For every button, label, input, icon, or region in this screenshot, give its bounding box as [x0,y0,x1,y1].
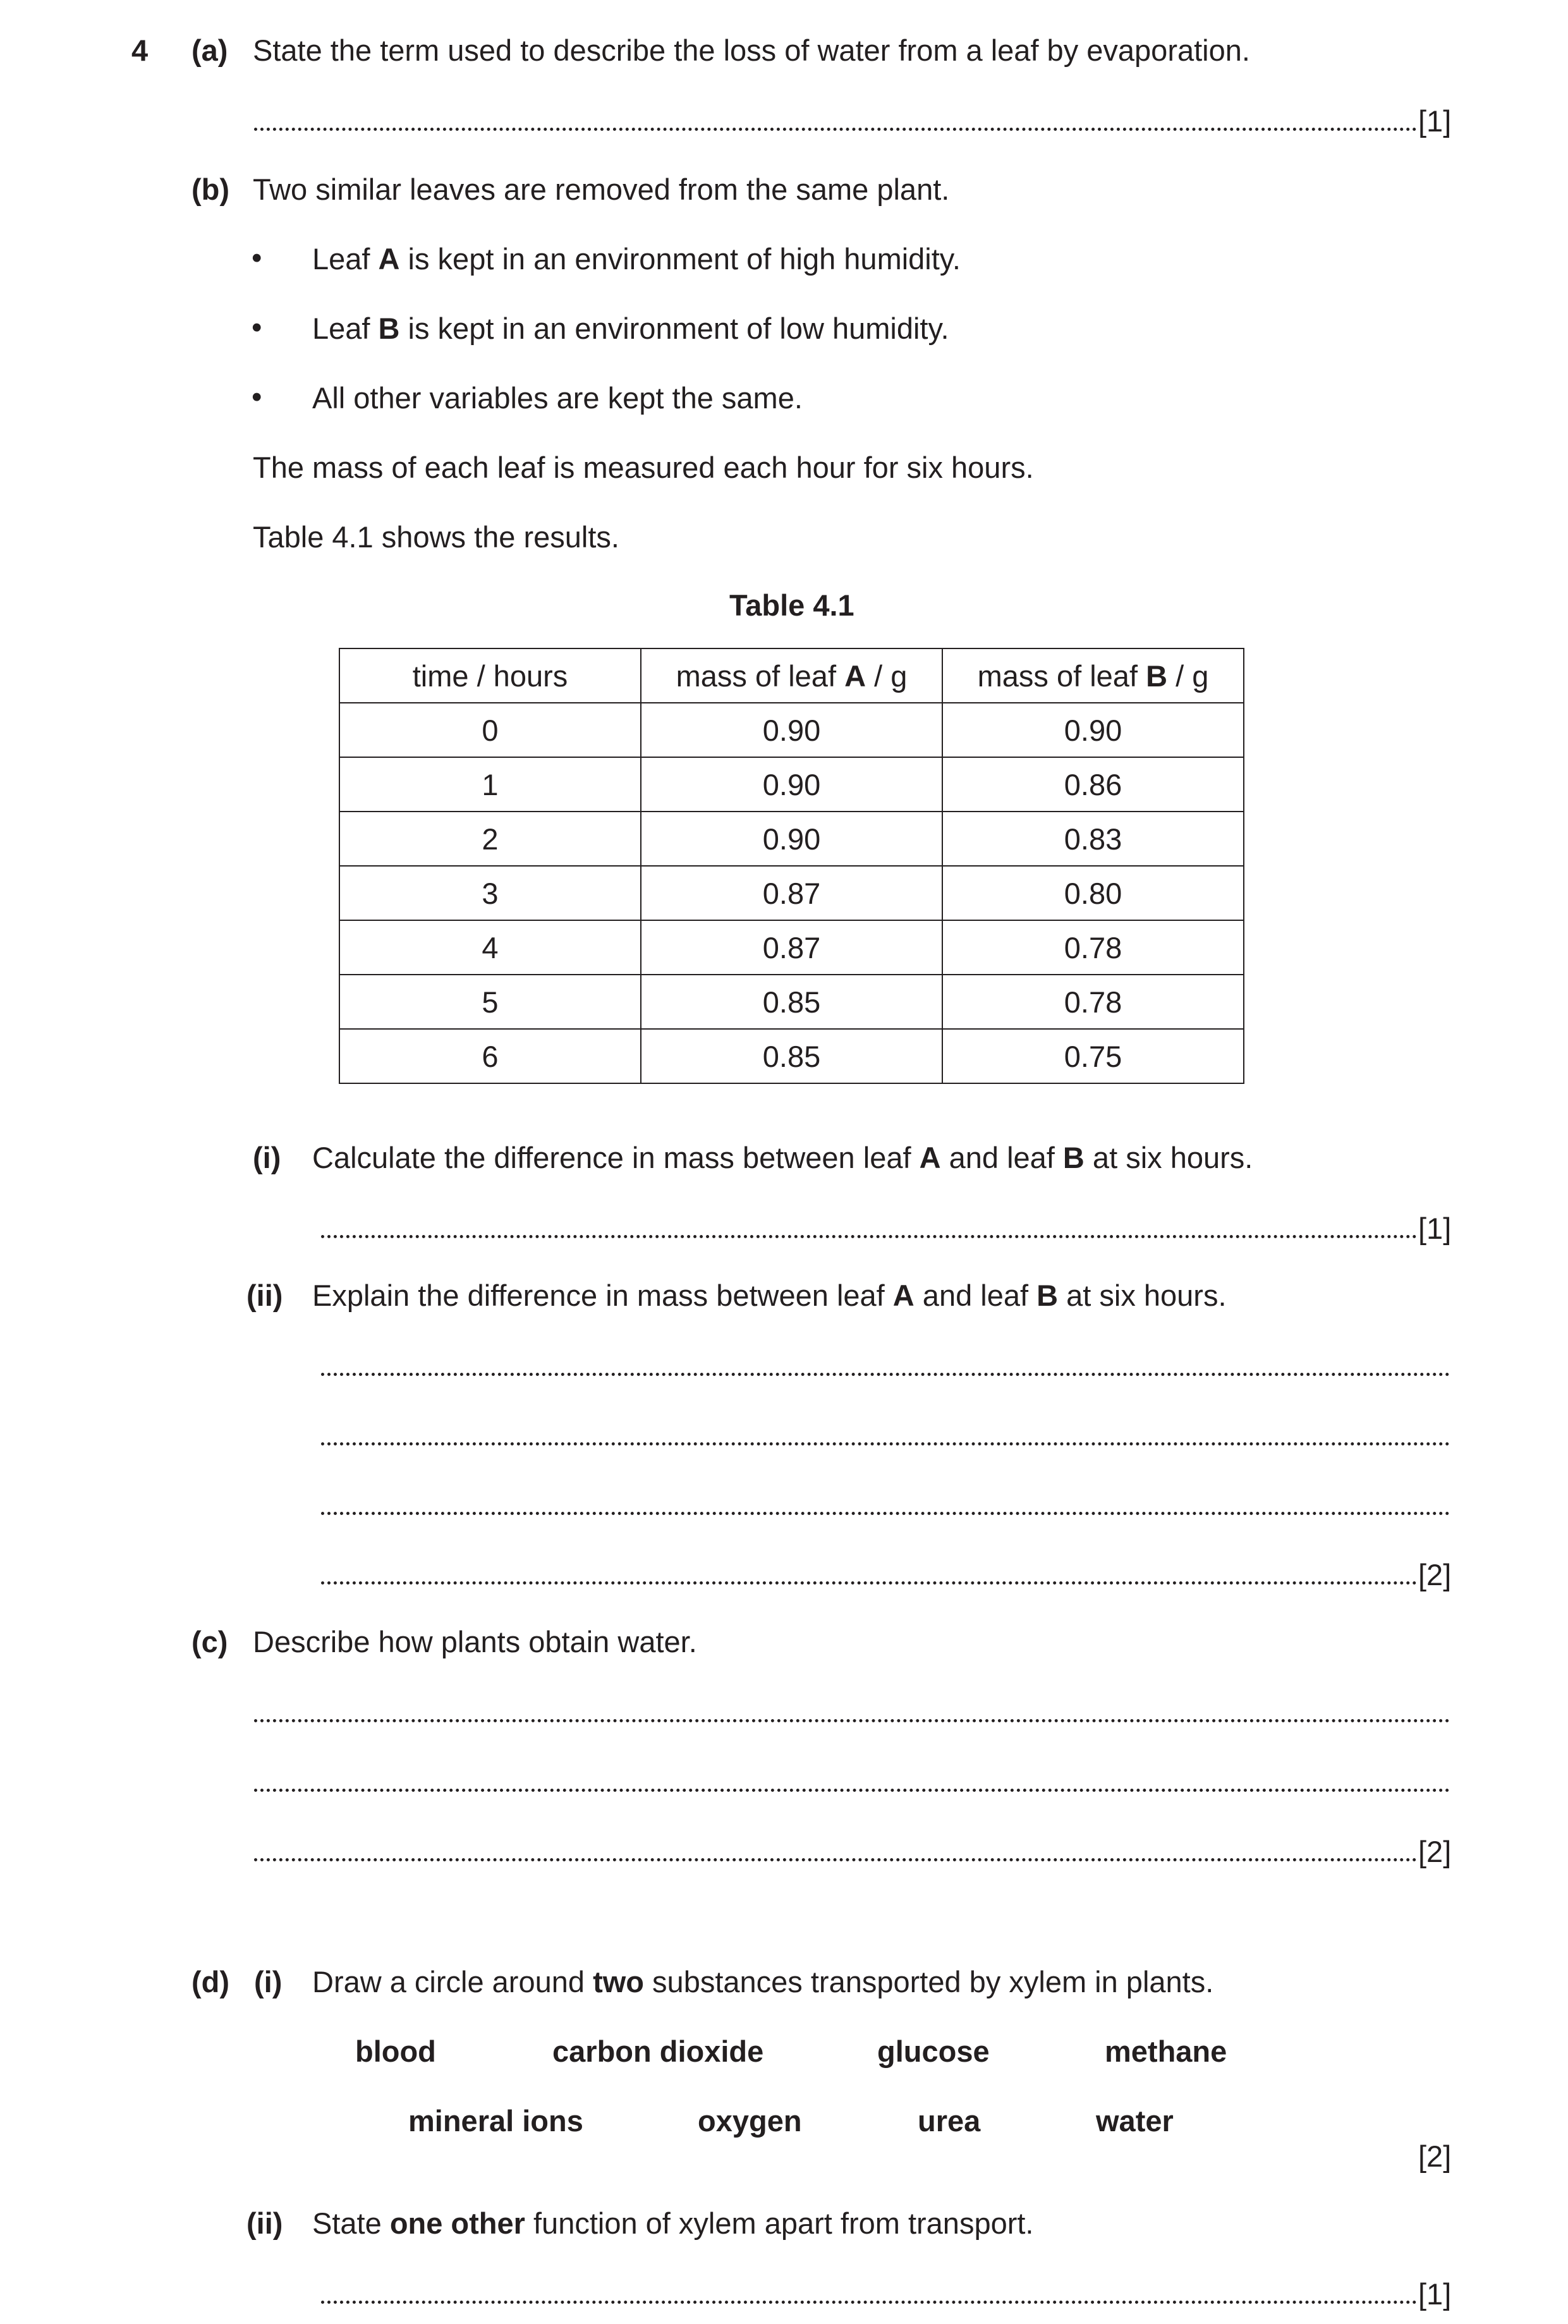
table-cell: 0.78 [942,920,1244,975]
bullet-dot: • [252,241,262,274]
part-c-answer-line[interactable] [254,1858,1417,1861]
part-b-ii-answer-line[interactable] [321,1581,1417,1585]
table-cell: 0.83 [942,812,1244,866]
table-cell: 0.90 [942,703,1244,757]
part-b-ii-answer-line[interactable] [321,1373,1450,1376]
bullet-item: Leaf B is kept in an environment of low humidity. [312,312,949,345]
part-d-ii-label: (ii) [246,2206,283,2240]
word-option[interactable]: carbon dioxide [552,2035,764,2068]
part-b-intro: Two similar leaves are removed from the same plant. [253,173,950,206]
word-option[interactable]: oxygen [698,2104,802,2138]
part-d-label: (d) [191,1965,230,1999]
part-b-ii-label: (ii) [246,1279,283,1312]
table-header-cell: mass of leaf B / g [942,648,1244,703]
table-cell: 0.78 [942,975,1244,1029]
part-c-question: Describe how plants obtain water. [253,1625,697,1658]
table-row [339,757,1244,812]
table-row [339,866,1244,920]
bullet-item: All other variables are kept the same. [312,381,803,415]
part-d-ii-answer-line[interactable] [321,2301,1417,2304]
table-title: Table 4.1 [729,588,854,622]
table-cell: 0.87 [641,920,942,975]
table-cell: 3 [339,866,641,920]
table-ref-text: Table 4.1 shows the results. [253,520,619,554]
table-cell: 2 [339,812,641,866]
part-c-marks: [2] [1418,1835,1452,1868]
word-option[interactable]: water [1096,2104,1174,2138]
part-a-label: (a) [191,33,228,67]
part-b-ii-answer-line[interactable] [321,1512,1450,1515]
table-cell: 6 [339,1029,641,1083]
table-row [339,812,1244,866]
table-row [339,1029,1244,1083]
table-cell: 1 [339,757,641,812]
part-b-i-label: (i) [253,1141,281,1174]
part-b-label: (b) [191,173,230,206]
part-b-i-marks: [1] [1418,1212,1452,1245]
part-b-ii-answer-line[interactable] [321,1442,1450,1445]
part-a-question: State the term used to describe the loss of water from a leaf by evaporation. [253,33,1250,67]
part-c-label: (c) [191,1625,228,1658]
part-c-answer-line[interactable] [254,1719,1450,1722]
word-option[interactable]: blood [355,2035,436,2068]
results-table [339,648,1244,1084]
part-b-ii-question: Explain the difference in mass between leaf A and leaf B at six hours. [312,1279,1227,1312]
table-cell: 0 [339,703,641,757]
table-cell: 0.86 [942,757,1244,812]
table-header-cell: time / hours [339,648,641,703]
word-option[interactable]: glucose [877,2035,990,2068]
bullet-dot: • [252,380,262,413]
table-row [339,920,1244,975]
part-d-ii-marks: [1] [1418,2277,1452,2311]
part-d-i-marks: [2] [1418,2139,1452,2173]
table-header-row [339,648,1244,703]
part-d-ii-question: State one other function of xylem apart from transport. [312,2206,1034,2240]
part-d-i-label: (i) [254,1965,283,1999]
part-a-marks: [1] [1418,104,1452,138]
measure-text: The mass of each leaf is measured each hour for six hours. [253,451,1034,484]
table-cell: 0.90 [641,812,942,866]
part-c-answer-line[interactable] [254,1789,1450,1792]
table-cell: 0.90 [641,757,942,812]
bullet-dot: • [252,310,262,344]
table-cell: 0.90 [641,703,942,757]
table-row [339,703,1244,757]
table-cell: 0.75 [942,1029,1244,1083]
table-cell: 0.85 [641,975,942,1029]
word-option[interactable]: methane [1105,2035,1227,2068]
part-a-answer-line[interactable] [254,128,1417,131]
part-b-ii-marks: [2] [1418,1558,1452,1591]
table-cell: 4 [339,920,641,975]
word-option[interactable]: urea [918,2104,981,2138]
table-header-cell: mass of leaf A / g [641,648,942,703]
table-row [339,975,1244,1029]
table-cell: 0.87 [641,866,942,920]
part-b-i-question: Calculate the difference in mass between leaf A and leaf B at six hours. [312,1141,1253,1174]
table-cell: 5 [339,975,641,1029]
part-b-i-answer-line[interactable] [321,1235,1417,1238]
table-cell: 0.85 [641,1029,942,1083]
bullet-item: Leaf A is kept in an environment of high humidity. [312,242,961,276]
table-cell: 0.80 [942,866,1244,920]
word-option[interactable]: mineral ions [408,2104,583,2138]
part-d-i-question: Draw a circle around two substances transported by xylem in plants. [312,1965,1214,1999]
question-number: 4 [131,33,149,67]
